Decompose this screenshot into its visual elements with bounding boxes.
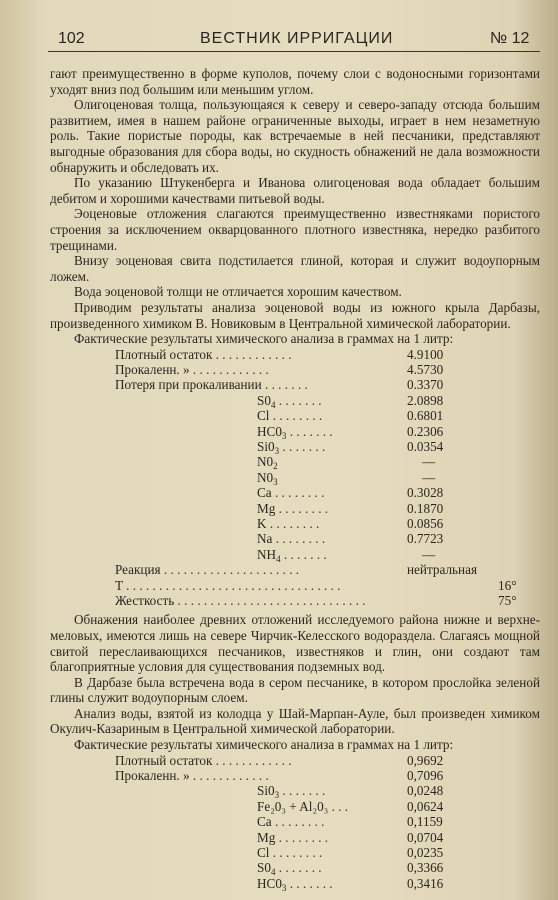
- table-label: Fe₂0₃ + Al₂0₃ . . .: [257, 798, 349, 814]
- table-label: $Si0_3$ . . . . . . .: [257, 783, 326, 801]
- table-row: [50, 393, 540, 408]
- table-value: 0,3366: [407, 860, 444, 876]
- table-row: [50, 876, 540, 891]
- table-label: $S0_4$ . . . . . . .: [257, 860, 322, 878]
- table-value: 0.0354: [407, 439, 444, 455]
- table-label: Плотный остаток . . . . . . . . . . . .: [115, 346, 292, 362]
- page-header: [0, 0, 558, 56]
- table-value: 0.7723: [407, 531, 444, 547]
- table-label: Cl . . . . . . . .: [257, 845, 323, 861]
- table-row: [50, 531, 540, 546]
- table-row: [50, 593, 540, 608]
- table-label: Ca . . . . . . . .: [257, 485, 325, 501]
- table-label: Жесткость . . . . . . . . . . . . . . . . . . . . . . . . . . . . .: [115, 592, 366, 608]
- table-label: T . . . . . . . . . . . . . . . . . . . . . . . . . . . . . . . . .: [115, 577, 341, 593]
- table-value: —: [422, 546, 436, 562]
- table-value: 16°: [498, 577, 517, 593]
- paragraph: гают преимущественно в форме куполов, почему слои с водоносными горизонтами уходят вниз под большим или меньшим углом.: [50, 66, 540, 97]
- table-row: [50, 377, 540, 392]
- table-row: [50, 845, 540, 860]
- table-row: [50, 454, 540, 472]
- paragraph: Обнажения наиболее древних отложений исследуемого района нижне и верхне-меловых, имеются лишь на севере Чирчик-Келесского водораздела. Слагаясь мощной свитой переслаивающихся песчаников, известняков и глин, они создают там благоприятные условия для существования подземных вод.: [50, 612, 540, 675]
- table-value: 4.5730: [407, 362, 444, 378]
- table-value: нейтральная: [407, 562, 478, 578]
- table-label: Реакция . . . . . . . . . . . . . . . . . . . . .: [115, 562, 300, 578]
- table-value: 0.1870: [407, 500, 444, 516]
- table-label: $N0_3$: [257, 469, 278, 487]
- paragraph: По указанию Штукенберга и Иванова олигоценовая вода обладает большим дебитом и хорошими качествами питьевой воды.: [50, 175, 540, 206]
- table-row: [50, 768, 540, 783]
- table-value: 2.0898: [407, 392, 444, 408]
- table-row: [50, 501, 540, 516]
- table-row: [50, 814, 540, 829]
- table-row: [50, 753, 540, 768]
- table-label: Cl . . . . . . . .: [257, 408, 323, 424]
- table-row: [50, 578, 540, 593]
- table-label: $N0_2$: [257, 454, 278, 472]
- table-value: 0,0624: [407, 798, 444, 814]
- page-number: 102: [58, 30, 85, 47]
- table-value: 0,0704: [407, 829, 444, 845]
- paragraph: В Дарбазе была встречена вода в сером песчанике, в котором прослойка зеленой глины служит водоупорным слоем.: [50, 674, 540, 706]
- table-value: 0.3370: [407, 377, 444, 393]
- header-rule: [48, 51, 540, 52]
- table-value: 0,0235: [407, 845, 444, 861]
- table-value: 4.9100: [407, 346, 444, 362]
- table-label: K . . . . . . . .: [257, 515, 320, 531]
- table-row: [50, 830, 540, 845]
- table-intro: Фактические результаты химического анализа в граммах на 1 литр:: [74, 331, 454, 347]
- table-row: [50, 470, 540, 485]
- table-value: 0.2306: [407, 423, 444, 439]
- table-value: 0.3028: [407, 485, 444, 501]
- paragraph: Олигоценовая толща, пользующаяся к северу и северо-западу отсюда большим развитием, имея в нашем районе ограниченные выходы, играет в нем незаметную роль. Такие пористые породы, как встречаемые в ней песчаники, представляют выгодные образования для сбора воды, но скудность обнажений не дала возможности обнаружить и обследовать их.: [50, 97, 540, 175]
- table-row: [50, 799, 540, 814]
- table-row: [50, 362, 540, 377]
- table-label: Mg . . . . . . . .: [257, 500, 329, 516]
- table-label: $S0_4$ . . . . . . .: [257, 392, 322, 410]
- table-value: 0,7096: [407, 768, 444, 784]
- table-label: Na . . . . . . . .: [257, 531, 326, 547]
- issue-number: № 12: [490, 30, 530, 47]
- table-value: 75°: [498, 592, 517, 608]
- table-value: 0,1159: [407, 814, 443, 830]
- paragraph: Вода эоценовой толщи не отличается хорошим качеством.: [74, 284, 402, 300]
- table-intro: Фактические результаты химического анализа в граммах на 1 литр:: [74, 737, 454, 753]
- table-label: Прокаленн. » . . . . . . . . . . . .: [115, 768, 269, 784]
- table-label: $NH_4$ . . . . . . .: [257, 546, 327, 564]
- table-value: —: [422, 469, 436, 485]
- journal-title: ВЕСТНИК ИРРИГАЦИИ: [200, 30, 394, 47]
- table-row: [50, 516, 540, 531]
- table-label: Плотный остаток . . . . . . . . . . . .: [115, 752, 292, 768]
- paragraph: Анализ воды, взятой из колодца у Шай-Марпан-Ауле, был произведен химиком Окулич-Казариным в Центральной химической лаборатории.: [50, 705, 540, 737]
- table-row: [50, 347, 540, 362]
- table-row: [50, 783, 540, 801]
- table-label: Mg . . . . . . . .: [257, 829, 329, 845]
- table-value: 0,9692: [407, 752, 444, 768]
- paragraph: Приводим результаты анализа эоценовой воды из южного крыла Дарбазы, произведенного химиком В. Новиковым в Центральной химической лаборатории.: [50, 299, 540, 331]
- table-value: 0,0248: [407, 783, 444, 799]
- paragraph: Эоценовые отложения слагаются преимущественно известняками пористого строения за исключением окварцованного плотного известняка, нередко разбитого трещинами.: [50, 206, 540, 253]
- table-label: Прокаленн. » . . . . . . . . . . . .: [115, 362, 269, 378]
- table-value: 0.6801: [407, 408, 444, 424]
- table-label: $Si0_3$ . . . . . . .: [257, 439, 326, 457]
- table-row: [50, 424, 540, 439]
- table-row: [50, 860, 540, 878]
- table-label: Потеря при прокаливании . . . . . . .: [115, 377, 308, 393]
- table-row: [50, 547, 540, 562]
- table-row: [50, 562, 540, 577]
- page-body: [50, 66, 540, 891]
- table-label: $HC0_3$ . . . . . . .: [257, 875, 333, 893]
- table-row: [50, 485, 540, 500]
- table-row: [50, 408, 540, 423]
- analysis-table-1: [50, 347, 540, 562]
- paragraph: Внизу эоценовая свита подстилается глиной, которая и служит водоупорным ложем.: [50, 253, 540, 284]
- analysis-table-2: [50, 753, 540, 892]
- analysis-table-1-footer: [50, 562, 540, 608]
- table-value: 0.0856: [407, 515, 444, 531]
- table-value: —: [422, 454, 436, 470]
- table-label: $HC0_3$ . . . . . . .: [257, 423, 333, 441]
- table-value: 0,3416: [407, 875, 444, 891]
- table-row: [50, 439, 540, 457]
- table-label: Ca . . . . . . . .: [257, 814, 325, 830]
